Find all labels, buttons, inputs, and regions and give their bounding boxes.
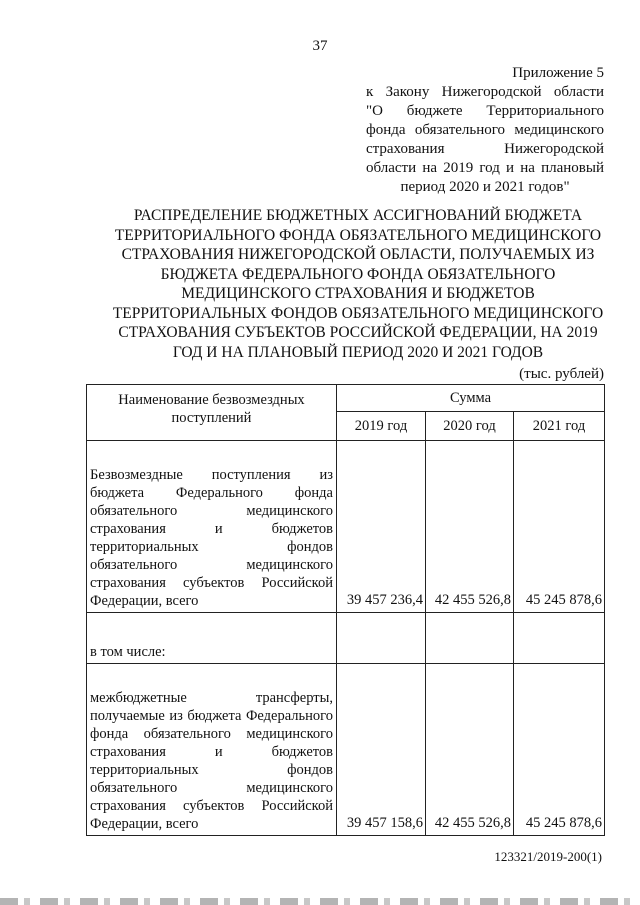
- row-value: 45 245 878,6: [514, 664, 605, 836]
- appendix-line: страхования Нижегородской: [366, 141, 604, 157]
- title-line: ТЕРРИТОРИАЛЬНОГО ФОНДА ОБЯЗАТЕЛЬНОГО МЕДИЦИНСКОГО: [114, 226, 602, 244]
- appendix-line: к Закону Нижегородской области: [366, 84, 604, 100]
- row-value: 42 455 526,8: [426, 441, 514, 613]
- document-code: 123321/2019-200(1): [494, 849, 602, 864]
- appendix-line: Приложение 5: [512, 65, 604, 81]
- title-line: ТЕРРИТОРИАЛЬНЫХ ФОНДОВ ОБЯЗАТЕЛЬНОГО МЕДИЦИНСКОГО: [112, 304, 604, 322]
- appendix-line: "О бюджете Территориального: [366, 103, 604, 119]
- appendix-block: [366, 64, 604, 197]
- row-value: 42 455 526,8: [426, 664, 514, 836]
- title-line: МЕДИЦИНСКОГО СТРАХОВАНИЯ И БЮДЖЕТОВ: [181, 285, 535, 302]
- column-header-name: Наименование безвозмездных поступлений: [87, 385, 337, 441]
- row-name: в том числе:: [87, 613, 337, 664]
- row-value: [514, 613, 605, 664]
- budget-table: [86, 384, 605, 836]
- row-value: [337, 613, 426, 664]
- row-value: 39 457 236,4: [337, 441, 426, 613]
- row-value: [426, 613, 514, 664]
- row-value: 45 245 878,6: [514, 441, 605, 613]
- column-header-year: 2021 год: [514, 412, 605, 441]
- appendix-line: фонда обязательного медицинского: [366, 122, 604, 138]
- column-header-year: 2019 год: [337, 412, 426, 441]
- column-header-sum: Сумма: [337, 385, 605, 412]
- unit-label: (тыс. рублей): [519, 366, 604, 382]
- title-line: РАСПРЕДЕЛЕНИЕ БЮДЖЕТНЫХ АССИГНОВАНИЙ БЮДЖЕТА: [133, 207, 583, 224]
- table-row: [87, 613, 605, 664]
- row-name: Безвозмездные поступления из бюджета Федерального фонда обязательного медицинского страхования и бюджетов территориальных фондов обязательного медицинского страхования субъектов Российской Федерации, всего: [87, 441, 337, 613]
- document-title: [100, 206, 616, 362]
- appendix-line: период 2020 и 2021 годов": [400, 179, 570, 195]
- title-line: БЮДЖЕТА ФЕДЕРАЛЬНОГО ФОНДА ОБЯЗАТЕЛЬНОГО: [160, 265, 556, 283]
- page-number: 37: [312, 38, 328, 54]
- title-line: ГОД И НА ПЛАНОВЫЙ ПЕРИОД 2020 И 2021 ГОДОВ: [172, 343, 544, 361]
- row-name: межбюджетные трансферты, получаемые из бюджета Федерального фонда обязательного медицинского страхования и бюджетов территориальных фондов обязательного медицинского страхования субъектов Российской Федерации, всего: [87, 664, 337, 836]
- title-line: СТРАХОВАНИЯ СУБЪЕКТОВ РОССИЙСКОЙ ФЕДЕРАЦИИ, НА 2019: [118, 324, 598, 341]
- title-line: СТРАХОВАНИЯ НИЖЕГОРОДСКОЙ ОБЛАСТИ, ПОЛУЧАЕМЫХ ИЗ: [121, 246, 595, 263]
- appendix-line: области на 2019 год и на плановый: [366, 160, 604, 176]
- row-value: 39 457 158,6: [337, 664, 426, 836]
- column-header-year: 2020 год: [426, 412, 514, 441]
- scan-edge-artifact: [0, 898, 640, 905]
- table-row: [87, 664, 605, 836]
- table-row: [87, 441, 605, 613]
